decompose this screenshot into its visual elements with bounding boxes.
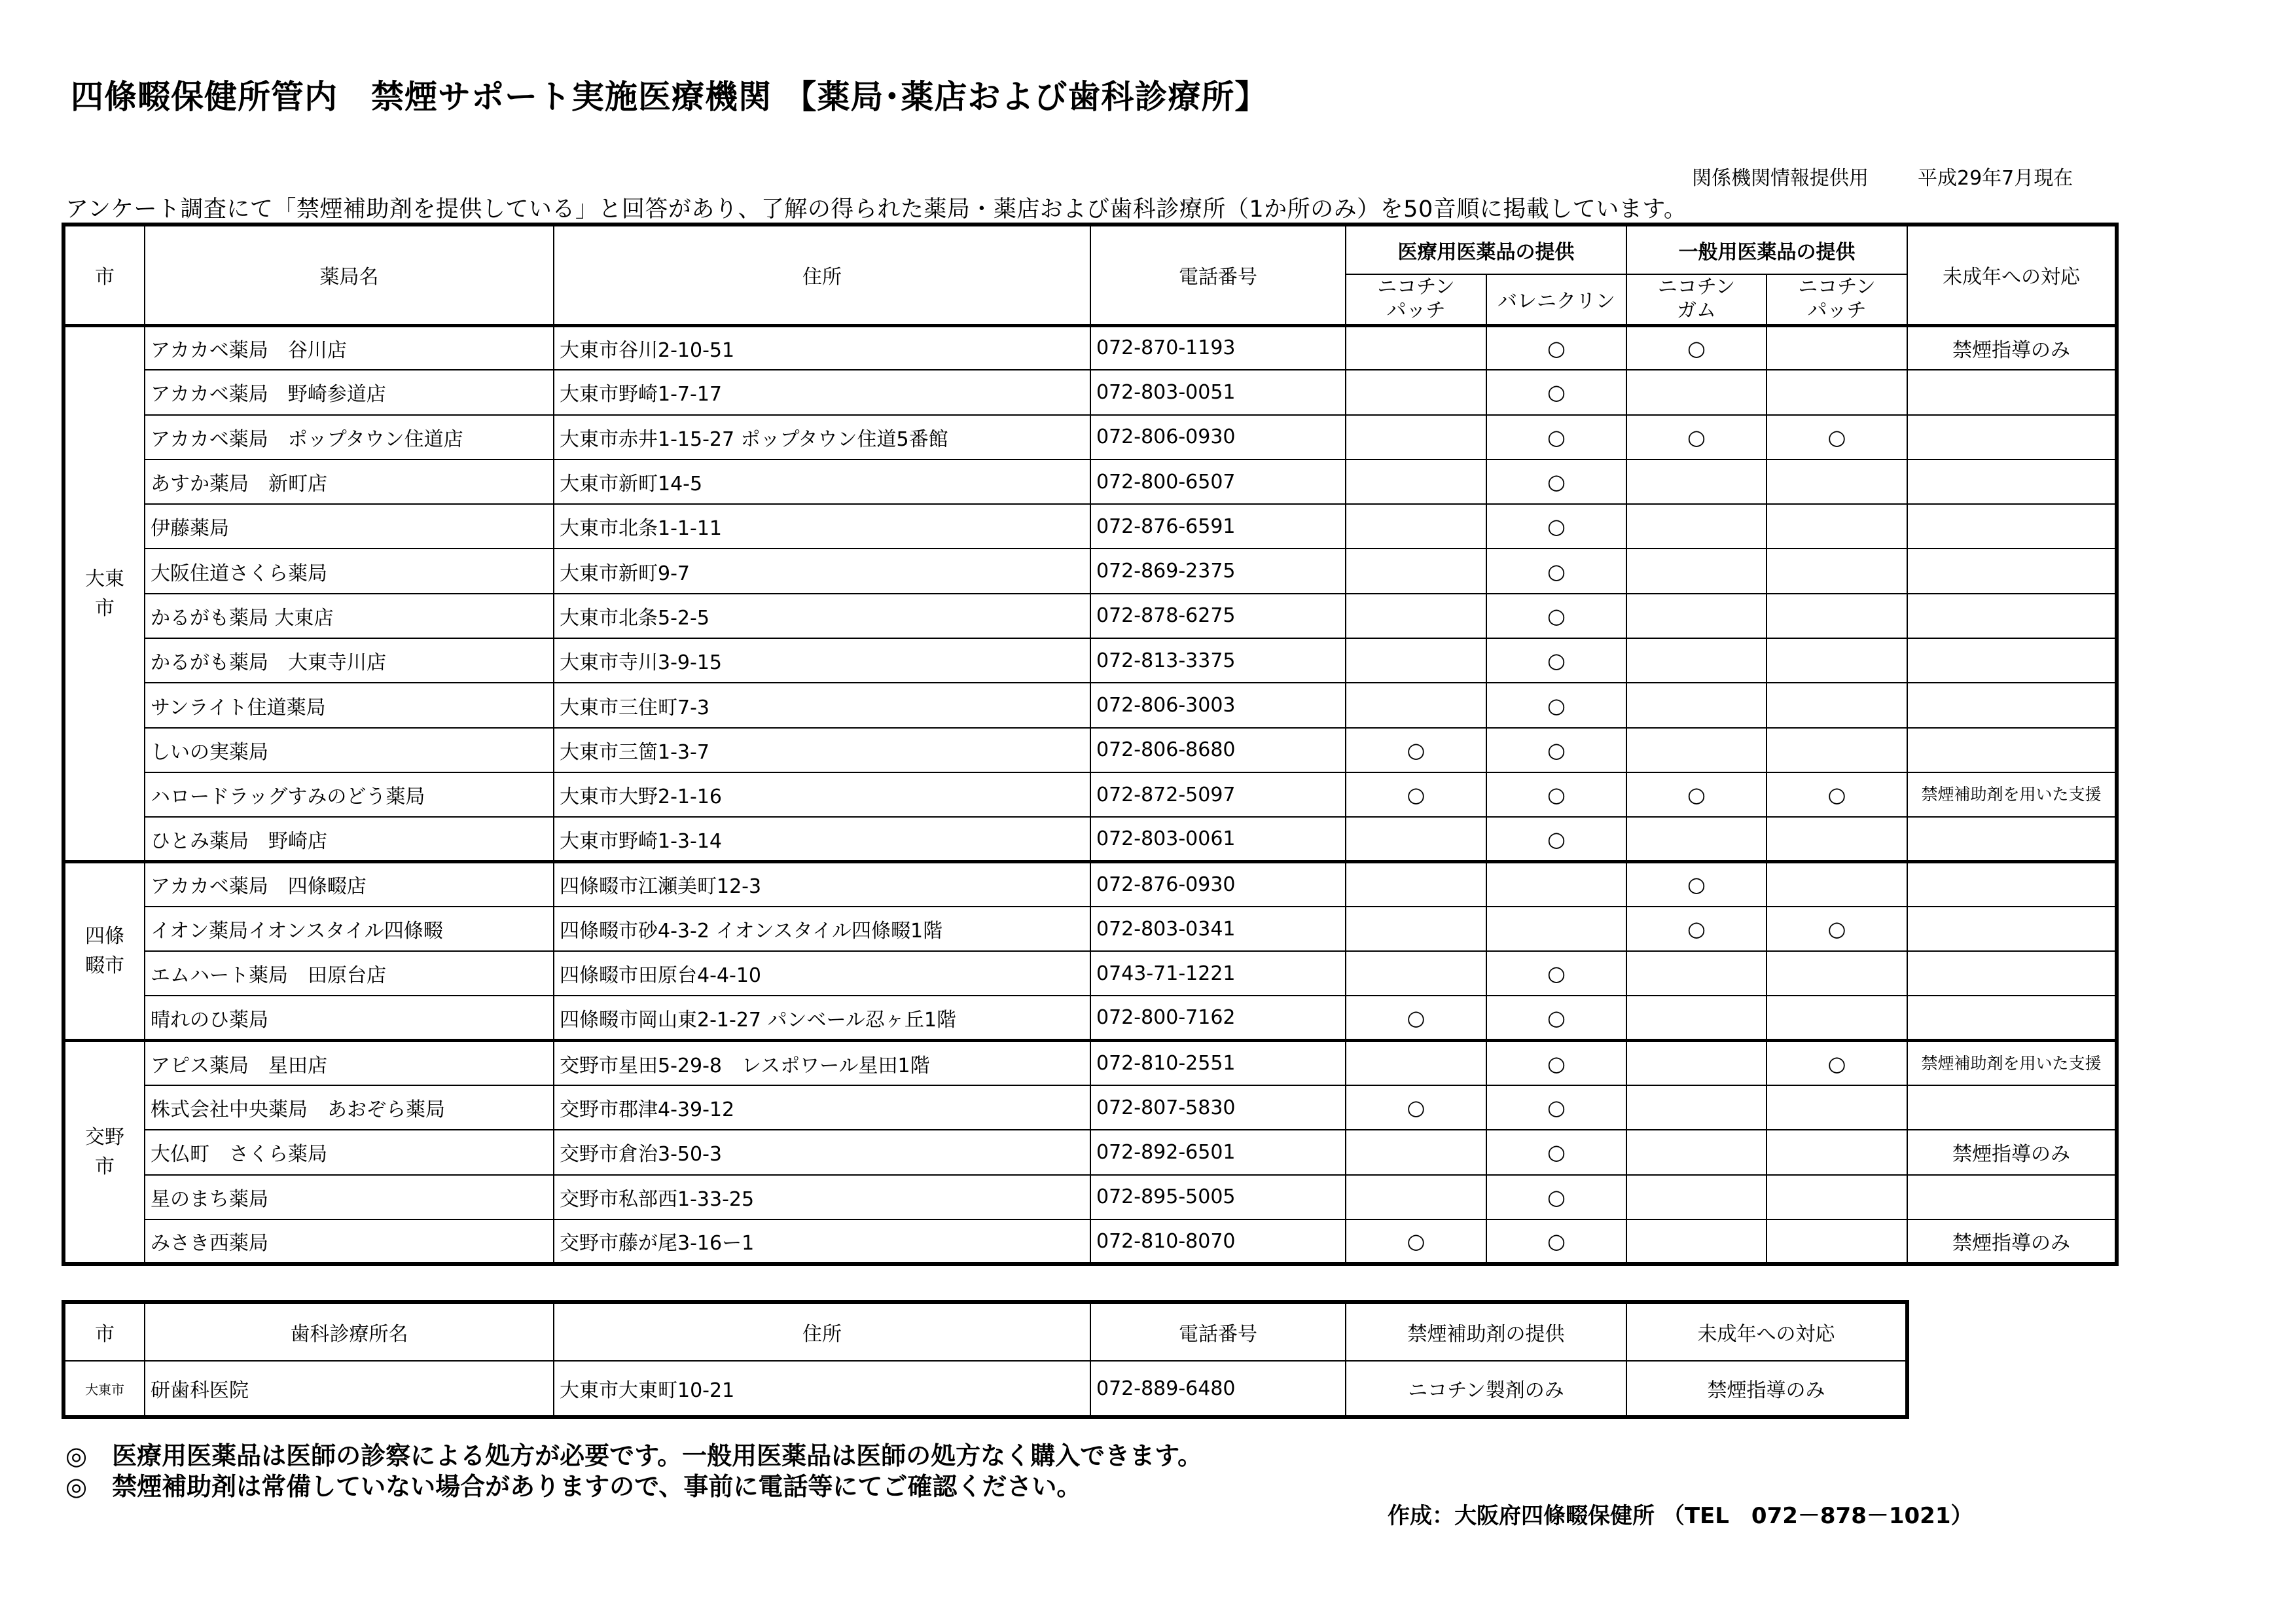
dental-header-clinic-name: 歯科診療所名 — [145, 1302, 554, 1361]
availability-mark — [1346, 1041, 1486, 1085]
pharmacy-address: 交野市星田5-29-8 レスポワール星田1階 — [554, 1041, 1090, 1085]
pharmacy-name: 伊藤薬局 — [145, 504, 554, 549]
pharmacy-phone: 072-810-8070 — [1090, 1219, 1346, 1264]
pharmacy-phone: 072-806-3003 — [1090, 683, 1346, 727]
pharmacy-phone: 072-800-6507 — [1090, 460, 1346, 504]
pharmacy-address: 四條畷市岡山東2-1-27 パンベール忍ヶ丘1階 — [554, 996, 1090, 1040]
availability-mark: ○ — [1486, 549, 1626, 593]
minors-support — [1907, 951, 2117, 996]
table-row — [63, 772, 2117, 817]
pharmacy-address: 四條畷市田原台4-4-10 — [554, 951, 1090, 996]
availability-mark — [1767, 370, 1907, 414]
pharmacy-address: 交野市藤が尾3-16ー1 — [554, 1219, 1090, 1264]
dental-city: 大東市 — [63, 1361, 145, 1417]
pharmacy-phone: 072-895-5005 — [1090, 1175, 1346, 1219]
provided-for-label: 関係機関情報提供用 — [1692, 167, 1869, 190]
city-group-label: 四條畷市 — [63, 862, 145, 1041]
availability-mark: ○ — [1486, 504, 1626, 549]
availability-mark: ○ — [1626, 415, 1767, 460]
minors-support — [1907, 460, 2117, 504]
dental-header-phone: 電話番号 — [1090, 1302, 1346, 1361]
minors-support — [1907, 907, 2117, 951]
pharmacy-phone: 072-876-6591 — [1090, 504, 1346, 549]
dental-phone: 072-889-6480 — [1090, 1361, 1346, 1417]
table-row — [63, 415, 2117, 460]
availability-mark: ○ — [1346, 996, 1486, 1040]
pharmacy-address: 大東市谷川2-10-51 — [554, 325, 1090, 370]
author-contact: 作成：大阪府四條畷保健所 （TEL 072－878－1021） — [1388, 1503, 1973, 1529]
availability-mark — [1486, 862, 1626, 907]
dental-header-aid: 禁煙補助剤の提供 — [1346, 1302, 1626, 1361]
availability-mark — [1626, 1085, 1767, 1130]
pharmacy-name: アカカベ薬局 ポップタウン住道店 — [145, 415, 554, 460]
availability-mark: ○ — [1626, 772, 1767, 817]
pharmacy-address: 大東市北条5-2-5 — [554, 594, 1090, 638]
availability-mark: ○ — [1486, 370, 1626, 414]
availability-mark: ○ — [1346, 728, 1486, 772]
pharmacy-name: アカカベ薬局 野崎参道店 — [145, 370, 554, 414]
pharmacy-name: ひとみ薬局 野崎店 — [145, 817, 554, 861]
availability-mark: ○ — [1486, 728, 1626, 772]
dental-address: 大東市大東町10-21 — [554, 1361, 1090, 1417]
pharmacy-name: かるがも薬局 大東寺川店 — [145, 638, 554, 683]
pharmacy-phone: 072-872-5097 — [1090, 772, 1346, 817]
minors-support — [1907, 370, 2117, 414]
minors-support: 禁煙指導のみ — [1907, 325, 2117, 370]
availability-mark — [1346, 460, 1486, 504]
table-row — [63, 683, 2117, 727]
pharmacy-address: 大東市新町14-5 — [554, 460, 1090, 504]
minors-support — [1907, 415, 2117, 460]
table-row — [63, 862, 2117, 907]
availability-mark: ○ — [1346, 1219, 1486, 1264]
dental-minors: 禁煙指導のみ — [1626, 1361, 1907, 1417]
table-row — [63, 594, 2117, 638]
minors-support — [1907, 1175, 2117, 1219]
table-row — [63, 504, 2117, 549]
availability-mark: ○ — [1486, 594, 1626, 638]
pharmacy-phone: 072-803-0051 — [1090, 370, 1346, 414]
table-row — [63, 1041, 2117, 1085]
minors-support: 禁煙補助剤を用いた支援 — [1907, 772, 2117, 817]
availability-mark — [1626, 1219, 1767, 1264]
table-row — [63, 728, 2117, 772]
pharmacy-address: 交野市倉治3-50-3 — [554, 1130, 1090, 1174]
availability-mark — [1346, 415, 1486, 460]
availability-mark — [1626, 728, 1767, 772]
availability-mark: ○ — [1767, 1041, 1907, 1085]
table-row — [63, 325, 2117, 370]
availability-mark — [1346, 594, 1486, 638]
availability-mark — [1767, 862, 1907, 907]
pharmacy-address: 四條畷市江瀬美町12-3 — [554, 862, 1090, 907]
availability-mark: ○ — [1767, 907, 1907, 951]
availability-mark: ○ — [1486, 772, 1626, 817]
table-row — [63, 1130, 2117, 1174]
availability-mark: ○ — [1486, 996, 1626, 1040]
minors-support — [1907, 862, 2117, 907]
availability-mark: ○ — [1486, 325, 1626, 370]
availability-mark: ○ — [1346, 1085, 1486, 1130]
page-title: 四條畷保健所管内 禁煙サポート実施医療機関 【薬局･薬店および歯科診療所】 — [71, 78, 1268, 116]
table-row — [63, 460, 2117, 504]
table-row — [63, 951, 2117, 996]
pharmacy-phone: 072-806-8680 — [1090, 728, 1346, 772]
availability-mark — [1346, 638, 1486, 683]
availability-mark — [1346, 549, 1486, 593]
header-city: 市 — [63, 225, 145, 325]
availability-mark — [1767, 1130, 1907, 1174]
availability-mark — [1346, 951, 1486, 996]
pharmacy-address: 大東市野崎1-7-17 — [554, 370, 1090, 414]
availability-mark — [1626, 549, 1767, 593]
pharmacy-phone: 072-878-6275 — [1090, 594, 1346, 638]
pharmacy-address: 大東市北条1-1-11 — [554, 504, 1090, 549]
minors-support: 禁煙指導のみ — [1907, 1130, 2117, 1174]
pharmacy-phone: 072-870-1193 — [1090, 325, 1346, 370]
availability-mark — [1626, 683, 1767, 727]
availability-mark: ○ — [1486, 1130, 1626, 1174]
availability-mark — [1767, 728, 1907, 772]
header-pharmacy-name: 薬局名 — [145, 225, 554, 325]
pharmacy-name: イオン薬局イオンスタイル四條畷 — [145, 907, 554, 951]
table-row — [63, 907, 2117, 951]
pharmacy-name: アピス薬局 星田店 — [145, 1041, 554, 1085]
pharmacy-phone: 072-807-5830 — [1090, 1085, 1346, 1130]
table-row — [63, 1219, 2117, 1264]
availability-mark — [1626, 1041, 1767, 1085]
minors-support — [1907, 594, 2117, 638]
availability-mark: ○ — [1767, 415, 1907, 460]
availability-mark: ○ — [1486, 415, 1626, 460]
table-row — [63, 549, 2117, 593]
availability-mark — [1767, 325, 1907, 370]
availability-mark: ○ — [1486, 1085, 1626, 1130]
availability-mark — [1346, 907, 1486, 951]
pharmacy-name: サンライト住道薬局 — [145, 683, 554, 727]
pharmacy-name: 大阪住道さくら薬局 — [145, 549, 554, 593]
availability-mark — [1626, 951, 1767, 996]
minors-support — [1907, 504, 2117, 549]
availability-mark: ○ — [1626, 862, 1767, 907]
dental-header-minors: 未成年への対応 — [1626, 1302, 1907, 1361]
table-row — [63, 1085, 2117, 1130]
pharmacy-name: あすか薬局 新町店 — [145, 460, 554, 504]
header-otc-group: 一般用医薬品の提供 — [1626, 225, 1907, 274]
pharmacy-phone: 072-806-0930 — [1090, 415, 1346, 460]
minors-support — [1907, 728, 2117, 772]
pharmacy-name: 株式会社中央薬局 あおぞら薬局 — [145, 1085, 554, 1130]
header-otc-patch: ニコチン パッチ — [1767, 274, 1907, 325]
availability-mark — [1626, 817, 1767, 861]
availability-mark: ○ — [1626, 907, 1767, 951]
pharmacy-phone: 0743-71-1221 — [1090, 951, 1346, 996]
header-medical-group: 医療用医薬品の提供 — [1346, 225, 1626, 274]
availability-mark — [1626, 1175, 1767, 1219]
pharmacy-phone: 072-892-6501 — [1090, 1130, 1346, 1174]
pharmacy-address: 交野市私部西1-33-25 — [554, 1175, 1090, 1219]
minors-support — [1907, 817, 2117, 861]
availability-mark — [1346, 1130, 1486, 1174]
pharmacy-address: 交野市郡津4-39-12 — [554, 1085, 1090, 1130]
availability-mark: ○ — [1346, 772, 1486, 817]
as-of-date: 平成29年7月現在 — [1918, 167, 2073, 190]
availability-mark — [1767, 1085, 1907, 1130]
availability-mark — [1767, 549, 1907, 593]
availability-mark — [1346, 325, 1486, 370]
availability-mark — [1767, 996, 1907, 1040]
header-address: 住所 — [554, 225, 1090, 325]
pharmacy-phone: 072-800-7162 — [1090, 996, 1346, 1040]
pharmacy-phone: 072-813-3375 — [1090, 638, 1346, 683]
pharmacy-phone: 072-876-0930 — [1090, 862, 1346, 907]
availability-mark — [1767, 460, 1907, 504]
availability-mark — [1346, 862, 1486, 907]
header-minors: 未成年への対応 — [1907, 225, 2117, 325]
intro-text: アンケート調査にて「禁煙補助剤を提供している」と回答があり、了解の得られた薬局・薬店および歯科診療所（1か所のみ）を50音順に掲載しています。 — [65, 196, 1687, 223]
city-group-label: 交野市 — [63, 1041, 145, 1264]
availability-mark — [1767, 951, 1907, 996]
availability-mark — [1626, 594, 1767, 638]
availability-mark: ○ — [1486, 951, 1626, 996]
availability-mark — [1346, 817, 1486, 861]
table-row — [63, 996, 2117, 1040]
pharmacy-address: 大東市野崎1-3-14 — [554, 817, 1090, 861]
pharmacy-address: 大東市三住町7-3 — [554, 683, 1090, 727]
minors-support — [1907, 638, 2117, 683]
header-phone: 電話番号 — [1090, 225, 1346, 325]
table-row — [63, 817, 2117, 861]
availability-mark — [1626, 370, 1767, 414]
availability-mark: ○ — [1486, 1219, 1626, 1264]
availability-mark — [1767, 638, 1907, 683]
pharmacy-name: しいの実薬局 — [145, 728, 554, 772]
pharmacy-table — [62, 223, 2119, 1266]
availability-mark — [1626, 1130, 1767, 1174]
pharmacy-name: 大仏町 さくら薬局 — [145, 1130, 554, 1174]
pharmacy-phone: 072-869-2375 — [1090, 549, 1346, 593]
pharmacy-name: エムハート薬局 田原台店 — [145, 951, 554, 996]
pharmacy-name: 星のまち薬局 — [145, 1175, 554, 1219]
availability-mark — [1626, 460, 1767, 504]
availability-mark — [1626, 996, 1767, 1040]
pharmacy-address: 四條畷市砂4-3-2 イオンスタイル四條畷1階 — [554, 907, 1090, 951]
pharmacy-address: 大東市大野2-1-16 — [554, 772, 1090, 817]
minors-support — [1907, 683, 2117, 727]
header-varenicline: バレニクリン — [1486, 274, 1626, 325]
availability-mark: ○ — [1486, 638, 1626, 683]
pharmacy-name: アカカベ薬局 谷川店 — [145, 325, 554, 370]
availability-mark: ○ — [1486, 460, 1626, 504]
pharmacy-name: かるがも薬局 大東店 — [145, 594, 554, 638]
availability-mark: ○ — [1767, 772, 1907, 817]
pharmacy-name: 晴れのひ薬局 — [145, 996, 554, 1040]
city-group-label: 大東市 — [63, 325, 145, 862]
pharmacy-phone: 072-803-0061 — [1090, 817, 1346, 861]
header-med-patch: ニコチン パッチ — [1346, 274, 1486, 325]
availability-mark — [1346, 504, 1486, 549]
pharmacy-address: 大東市赤井1-15-27 ポップタウン住道5番館 — [554, 415, 1090, 460]
dental-header-city: 市 — [63, 1302, 145, 1361]
table-row — [63, 638, 2117, 683]
pharmacy-name: みさき西薬局 — [145, 1219, 554, 1264]
pharmacy-phone: 072-803-0341 — [1090, 907, 1346, 951]
dental-table — [62, 1300, 1909, 1419]
dental-clinic-name: 研歯科医院 — [145, 1361, 554, 1417]
availability-mark — [1346, 1175, 1486, 1219]
minors-support — [1907, 549, 2117, 593]
minors-support — [1907, 996, 2117, 1040]
note-stock: ◎ 禁煙補助剤は常備していない場合がありますので、事前に電話等にてご確認ください。 — [65, 1472, 1082, 1501]
pharmacy-name: アカカベ薬局 四條畷店 — [145, 862, 554, 907]
availability-mark: ○ — [1486, 683, 1626, 727]
availability-mark: ○ — [1626, 325, 1767, 370]
availability-mark: ○ — [1486, 1175, 1626, 1219]
availability-mark — [1767, 1175, 1907, 1219]
pharmacy-address: 大東市三箇1-3-7 — [554, 728, 1090, 772]
availability-mark — [1767, 594, 1907, 638]
dental-aid: ニコチン製剤のみ — [1346, 1361, 1626, 1417]
minors-support — [1907, 1085, 2117, 1130]
availability-mark — [1767, 683, 1907, 727]
availability-mark — [1767, 817, 1907, 861]
pharmacy-name: ハロードラッグすみのどう薬局 — [145, 772, 554, 817]
table-row — [63, 370, 2117, 414]
pharmacy-address: 大東市寺川3-9-15 — [554, 638, 1090, 683]
table-row — [63, 1361, 1907, 1417]
minors-support: 禁煙補助剤を用いた支援 — [1907, 1041, 2117, 1085]
availability-mark — [1767, 1219, 1907, 1264]
availability-mark — [1626, 638, 1767, 683]
pharmacy-phone: 072-810-2551 — [1090, 1041, 1346, 1085]
availability-mark — [1346, 683, 1486, 727]
dental-header-address: 住所 — [554, 1302, 1090, 1361]
table-row — [63, 1175, 2117, 1219]
availability-mark — [1626, 504, 1767, 549]
availability-mark: ○ — [1486, 817, 1626, 861]
availability-mark — [1346, 370, 1486, 414]
pharmacy-address: 大東市新町9-7 — [554, 549, 1090, 593]
availability-mark — [1486, 907, 1626, 951]
availability-mark — [1767, 504, 1907, 549]
minors-support: 禁煙指導のみ — [1907, 1219, 2117, 1264]
availability-mark: ○ — [1486, 1041, 1626, 1085]
header-otc-gum: ニコチン ガム — [1626, 274, 1767, 325]
note-prescription: ◎ 医療用医薬品は医師の診察による処方が必要です。一般用医薬品は医師の処方なく購入できます。 — [65, 1441, 1203, 1470]
